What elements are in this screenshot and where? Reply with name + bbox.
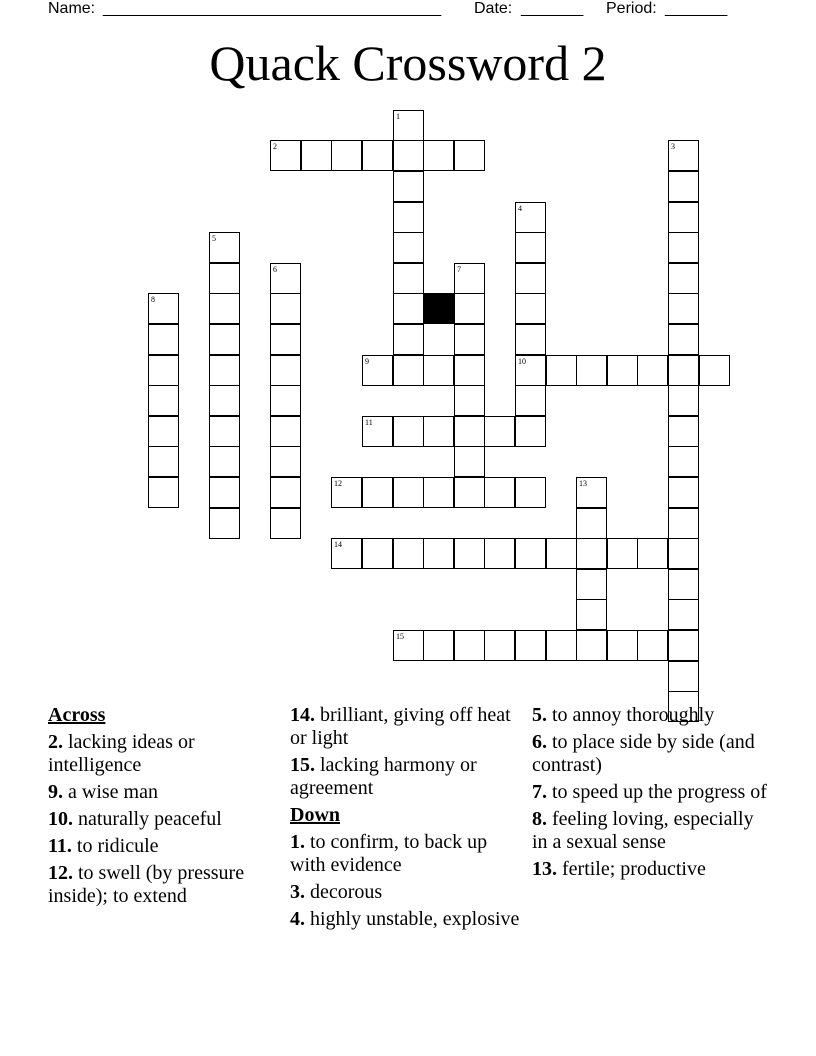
grid-cell[interactable] xyxy=(393,416,424,447)
clue-across-9 xyxy=(48,781,278,804)
period-label: Period: xyxy=(606,0,657,17)
grid-cell[interactable] xyxy=(484,630,515,661)
grid-cell[interactable] xyxy=(331,477,362,508)
grid-cell[interactable] xyxy=(515,630,546,661)
clues-column-3 xyxy=(532,704,772,885)
grid-cell[interactable] xyxy=(607,538,638,569)
grid-cell[interactable] xyxy=(209,508,240,539)
clue-number-label: 11 xyxy=(365,418,373,427)
grid-cell[interactable] xyxy=(362,416,393,447)
clue-text: decorous xyxy=(310,881,383,903)
grid-cell[interactable] xyxy=(668,202,699,233)
grid-cell[interactable] xyxy=(484,477,515,508)
grid-cell[interactable] xyxy=(546,355,577,386)
period-blank[interactable]: _______ xyxy=(665,0,728,17)
clue-number: 11. xyxy=(48,835,72,857)
grid-cell[interactable] xyxy=(393,171,424,202)
grid-cell[interactable] xyxy=(576,355,607,386)
down-heading: Down xyxy=(290,804,341,826)
grid-cell[interactable] xyxy=(270,263,301,294)
grid-cell[interactable] xyxy=(270,477,301,508)
clue-text: to place side by side (and contrast) xyxy=(532,731,755,776)
grid-cell[interactable] xyxy=(454,263,485,294)
grid-cell[interactable] xyxy=(270,355,301,386)
grid-cell[interactable] xyxy=(607,355,638,386)
grid-cell[interactable] xyxy=(393,293,424,324)
grid-cell[interactable] xyxy=(454,630,485,661)
clue-across-2 xyxy=(48,731,278,777)
grid-cell[interactable] xyxy=(362,355,393,386)
grid-cell[interactable] xyxy=(270,140,301,171)
grid-cell[interactable] xyxy=(209,263,240,294)
clue-text: to speed up the progress of xyxy=(552,781,767,803)
grid-cell[interactable] xyxy=(668,385,699,416)
clue-number: 9. xyxy=(48,781,63,803)
page-title: Quack Crossword 2 xyxy=(209,35,607,91)
clue-number-label: 10 xyxy=(518,357,526,366)
grid-cell[interactable] xyxy=(393,538,424,569)
clue-down-7 xyxy=(532,781,772,804)
clue-text: feeling loving, especially in a sexual sense xyxy=(532,808,754,853)
clue-number-label: 3 xyxy=(671,142,675,151)
clue-across-14 xyxy=(290,704,520,750)
clue-number-label: 14 xyxy=(334,540,342,549)
grid-cell[interactable] xyxy=(668,171,699,202)
grid-cell[interactable] xyxy=(423,630,454,661)
grid-cell[interactable] xyxy=(484,538,515,569)
grid-cell[interactable] xyxy=(454,140,485,171)
grid-cell[interactable] xyxy=(454,293,485,324)
grid-cell[interactable] xyxy=(576,477,607,508)
grid-cell[interactable] xyxy=(270,416,301,447)
clue-number-label: 4 xyxy=(518,204,522,213)
grid-cell[interactable] xyxy=(515,538,546,569)
clue-down-3 xyxy=(290,881,520,904)
clue-text: highly unstable, explosive xyxy=(310,908,520,930)
grid-cell[interactable] xyxy=(393,202,424,233)
clue-text: to annoy thoroughly xyxy=(552,704,715,726)
clue-number-label: 2 xyxy=(273,142,277,151)
clue-number-label: 7 xyxy=(457,265,461,274)
grid-cell[interactable] xyxy=(362,140,393,171)
grid-cell[interactable] xyxy=(209,324,240,355)
grid-cell[interactable] xyxy=(576,630,607,661)
grid-cell[interactable] xyxy=(668,324,699,355)
grid-cell[interactable] xyxy=(668,477,699,508)
clue-down-4 xyxy=(290,908,520,931)
grid-cell[interactable] xyxy=(637,630,668,661)
grid-cell[interactable] xyxy=(454,324,485,355)
clue-number: 13. xyxy=(532,858,557,880)
grid-cell[interactable] xyxy=(209,446,240,477)
grid-cell[interactable] xyxy=(209,385,240,416)
grid-cell[interactable] xyxy=(576,599,607,630)
name-label: Name: xyxy=(48,0,96,17)
grid-cell[interactable] xyxy=(270,324,301,355)
grid-cell[interactable] xyxy=(515,293,546,324)
grid-cell[interactable] xyxy=(393,110,424,141)
grid-cell[interactable] xyxy=(546,630,577,661)
grid-cell[interactable] xyxy=(393,355,424,386)
clue-number-label: 5 xyxy=(212,234,216,243)
clue-number-label: 1 xyxy=(396,112,400,121)
grid-cell[interactable] xyxy=(454,538,485,569)
grid-cell[interactable] xyxy=(423,416,454,447)
grid-cell[interactable] xyxy=(393,324,424,355)
grid-cell[interactable] xyxy=(668,569,699,600)
grid-cell[interactable] xyxy=(515,385,546,416)
grid-cell[interactable] xyxy=(209,416,240,447)
grid-cell[interactable] xyxy=(668,140,699,171)
clue-across-12 xyxy=(48,862,278,908)
grid-cell[interactable] xyxy=(270,385,301,416)
clue-across-11 xyxy=(48,835,278,858)
grid-cell[interactable] xyxy=(148,293,179,324)
date-blank[interactable]: _______ xyxy=(521,0,584,17)
grid-cell[interactable] xyxy=(331,538,362,569)
black-cell xyxy=(423,293,454,324)
clue-number: 14. xyxy=(290,704,315,726)
clues-column-1 xyxy=(48,704,278,912)
grid-cell[interactable] xyxy=(668,355,699,386)
date-label: Date: xyxy=(474,0,513,17)
grid-cell[interactable] xyxy=(637,355,668,386)
grid-cell[interactable] xyxy=(270,446,301,477)
grid-cell[interactable] xyxy=(576,508,607,539)
grid-cell[interactable] xyxy=(515,263,546,294)
clue-number: 8. xyxy=(532,808,547,830)
grid-cell[interactable] xyxy=(270,293,301,324)
grid-cell[interactable] xyxy=(209,355,240,386)
clue-text: naturally peaceful xyxy=(78,808,222,830)
grid-cell[interactable] xyxy=(209,477,240,508)
clue-number: 1. xyxy=(290,831,305,853)
grid-cell[interactable] xyxy=(393,263,424,294)
grid-cell[interactable] xyxy=(515,477,546,508)
clue-number-label: 15 xyxy=(396,632,404,641)
clue-number-label: 6 xyxy=(273,265,277,274)
grid-cell[interactable] xyxy=(668,538,699,569)
grid-cell[interactable] xyxy=(668,293,699,324)
clue-number-label: 12 xyxy=(334,479,342,488)
across-heading: Across xyxy=(48,704,106,726)
grid-cell[interactable] xyxy=(423,355,454,386)
grid-cell[interactable] xyxy=(576,538,607,569)
grid-cell[interactable] xyxy=(362,477,393,508)
grid-cell[interactable] xyxy=(668,630,699,661)
clue-down-1 xyxy=(290,831,520,877)
grid-cell[interactable] xyxy=(515,324,546,355)
clue-number: 3. xyxy=(290,881,305,903)
grid-cell[interactable] xyxy=(668,508,699,539)
clue-text: a wise man xyxy=(68,781,158,803)
clue-number: 4. xyxy=(290,908,305,930)
grid-cell[interactable] xyxy=(393,140,424,171)
name-blank[interactable]: ______________________________________ xyxy=(103,0,442,17)
grid-cell[interactable] xyxy=(515,355,546,386)
clue-number: 2. xyxy=(48,731,63,753)
grid-cell[interactable] xyxy=(607,630,638,661)
grid-cell[interactable] xyxy=(423,140,454,171)
grid-cell[interactable] xyxy=(546,538,577,569)
grid-cell[interactable] xyxy=(454,385,485,416)
grid-cell[interactable] xyxy=(148,355,179,386)
grid-cell[interactable] xyxy=(637,538,668,569)
grid-cell[interactable] xyxy=(423,538,454,569)
clue-text: to ridicule xyxy=(76,835,159,857)
clue-number: 7. xyxy=(532,781,547,803)
grid-cell[interactable] xyxy=(454,477,485,508)
grid-cell[interactable] xyxy=(423,477,454,508)
grid-cell[interactable] xyxy=(454,446,485,477)
grid-cell[interactable] xyxy=(209,232,240,263)
grid-cell[interactable] xyxy=(668,416,699,447)
grid-cell[interactable] xyxy=(393,630,424,661)
grid-cell[interactable] xyxy=(668,232,699,263)
clue-number: 10. xyxy=(48,808,73,830)
grid-cell[interactable] xyxy=(668,661,699,692)
clue-text: to swell (by pressure inside); to extend xyxy=(48,862,245,907)
clue-number: 5. xyxy=(532,704,547,726)
grid-cell[interactable] xyxy=(393,232,424,263)
clue-text: lacking harmony or agreement xyxy=(290,754,477,799)
grid-cell[interactable] xyxy=(699,355,730,386)
clue-across-10 xyxy=(48,808,278,831)
clue-down-6 xyxy=(532,731,772,777)
clue-across-15 xyxy=(290,754,520,800)
grid-cell[interactable] xyxy=(148,446,179,477)
grid-cell[interactable] xyxy=(148,416,179,447)
clue-down-5 xyxy=(532,704,772,727)
clue-text: to confirm, to back up with evidence xyxy=(290,831,488,876)
grid-cell[interactable] xyxy=(148,477,179,508)
grid-cell[interactable] xyxy=(668,263,699,294)
grid-cell[interactable] xyxy=(393,477,424,508)
clue-number: 12. xyxy=(48,862,73,884)
grid-cell[interactable] xyxy=(515,416,546,447)
clue-number: 15. xyxy=(290,754,315,776)
clue-number-label: 13 xyxy=(579,479,587,488)
clue-text: brilliant, giving off heat or light xyxy=(290,704,511,749)
clue-number-label: 8 xyxy=(151,295,155,304)
clue-number: 6. xyxy=(532,731,547,753)
grid-cell[interactable] xyxy=(301,140,332,171)
grid-cell[interactable] xyxy=(331,140,362,171)
grid-cell[interactable] xyxy=(515,202,546,233)
grid-cell[interactable] xyxy=(362,538,393,569)
grid-cell[interactable] xyxy=(515,232,546,263)
grid-cell[interactable] xyxy=(209,293,240,324)
clue-down-8 xyxy=(532,808,772,854)
grid-cell[interactable] xyxy=(270,508,301,539)
clue-number-label: 9 xyxy=(365,357,369,366)
clue-text: fertile; productive xyxy=(562,858,706,880)
grid-cell[interactable] xyxy=(454,416,485,447)
clues-column-2 xyxy=(290,704,520,935)
grid-cell[interactable] xyxy=(668,446,699,477)
clue-down-13 xyxy=(532,858,772,881)
clue-text: lacking ideas or intelligence xyxy=(48,731,195,776)
grid-cell[interactable] xyxy=(484,416,515,447)
grid-cell[interactable] xyxy=(148,385,179,416)
grid-cell[interactable] xyxy=(454,355,485,386)
grid-cell[interactable] xyxy=(576,569,607,600)
grid-cell[interactable] xyxy=(148,324,179,355)
grid-cell[interactable] xyxy=(668,599,699,630)
